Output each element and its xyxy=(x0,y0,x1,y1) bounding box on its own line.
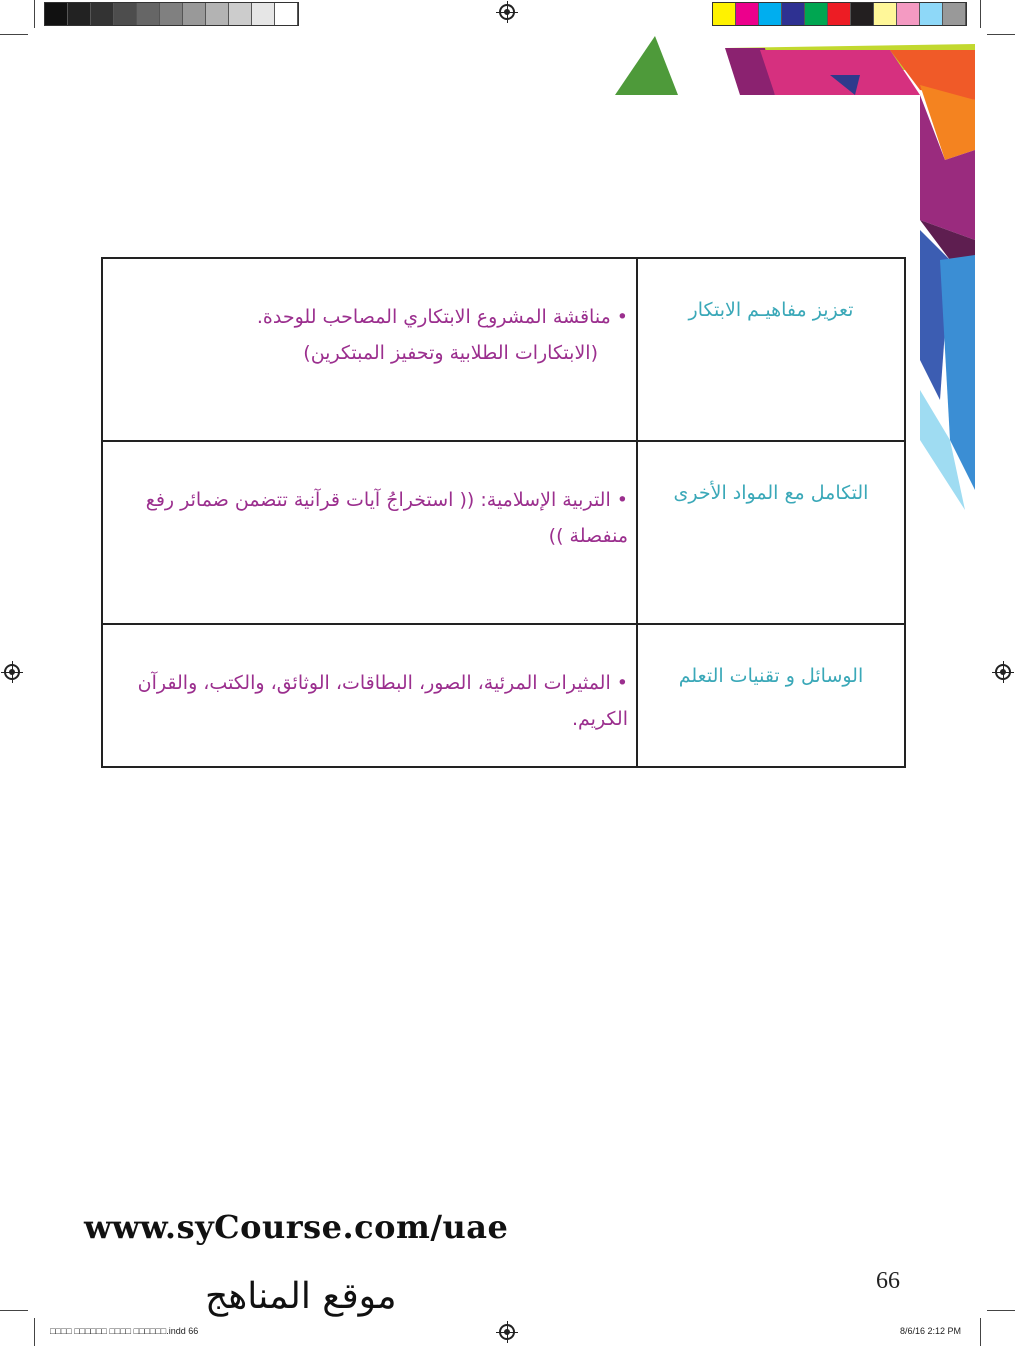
crop-mark xyxy=(0,1310,28,1311)
gray-swatch xyxy=(160,3,183,25)
row-content xyxy=(102,258,637,441)
row-content xyxy=(102,624,637,767)
color-swatch xyxy=(851,3,874,25)
gray-color-bar xyxy=(44,2,299,26)
row-label: التكامل مع المواد الأخرى xyxy=(637,441,905,624)
crop-mark xyxy=(34,0,35,28)
color-swatch xyxy=(736,3,759,25)
registration-mark-right-icon xyxy=(995,664,1011,680)
gray-swatch xyxy=(206,3,229,25)
color-swatch xyxy=(805,3,828,25)
content-line: منفصلة )) xyxy=(548,525,628,547)
row-label: تعزيز مفاهيـم الابتكار xyxy=(637,258,905,441)
color-swatch xyxy=(920,3,943,25)
color-swatch xyxy=(897,3,920,25)
site-name-logo: موقع المناهج xyxy=(205,1276,397,1317)
color-swatch xyxy=(759,3,782,25)
content-line: (الابتكارات الطلابية وتحفيز المبتكرين) xyxy=(303,342,598,364)
color-swatch xyxy=(828,3,851,25)
color-swatch xyxy=(874,3,897,25)
gray-swatch xyxy=(45,3,68,25)
crop-mark xyxy=(0,34,28,35)
table-row xyxy=(102,258,905,441)
crop-mark xyxy=(987,34,1015,35)
process-color-bar xyxy=(712,2,967,26)
registration-mark-left-icon xyxy=(4,664,20,680)
website-url-link[interactable]: www.syCourse.com/uae xyxy=(84,1208,509,1246)
crop-mark xyxy=(987,1310,1015,1311)
page-number: 66 xyxy=(876,1268,900,1294)
gray-swatch xyxy=(275,3,298,25)
table-row xyxy=(102,624,905,767)
crop-mark xyxy=(34,1318,35,1346)
gray-swatch xyxy=(183,3,206,25)
gray-swatch xyxy=(91,3,114,25)
file-slug: □□□□ □□□□□□ □□□□ □□□□□□.indd 66 xyxy=(50,1326,199,1336)
color-swatch xyxy=(713,3,736,25)
content-line: • التربية الإسلامية: (( استخراجُ آيات قرآنية تتضمن ضمائر رفع xyxy=(145,489,628,511)
row-label: الوسائل و تقنيات التعلم xyxy=(637,624,905,767)
content-line: • مناقشة المشروع الابتكاري المصاحب للوحدة. xyxy=(256,306,628,328)
color-swatch xyxy=(782,3,805,25)
row-content xyxy=(102,441,637,624)
gray-swatch xyxy=(114,3,137,25)
gray-swatch xyxy=(229,3,252,25)
gray-swatch xyxy=(68,3,91,25)
print-timestamp: 8/6/16 2:12 PM xyxy=(900,1326,962,1336)
content-line: • المثيرات المرئية، الصور، البطاقات، الوثائق، والكتب، والقرآن الكريم. xyxy=(137,672,628,730)
registration-mark-top-icon xyxy=(499,4,515,20)
lesson-plan-table xyxy=(101,257,906,768)
gray-swatch xyxy=(252,3,275,25)
gray-swatch xyxy=(137,3,160,25)
crop-mark xyxy=(980,0,981,28)
crop-mark xyxy=(980,1318,981,1346)
registration-mark-bottom-icon xyxy=(499,1324,515,1340)
color-swatch xyxy=(943,3,966,25)
table-row xyxy=(102,441,905,624)
